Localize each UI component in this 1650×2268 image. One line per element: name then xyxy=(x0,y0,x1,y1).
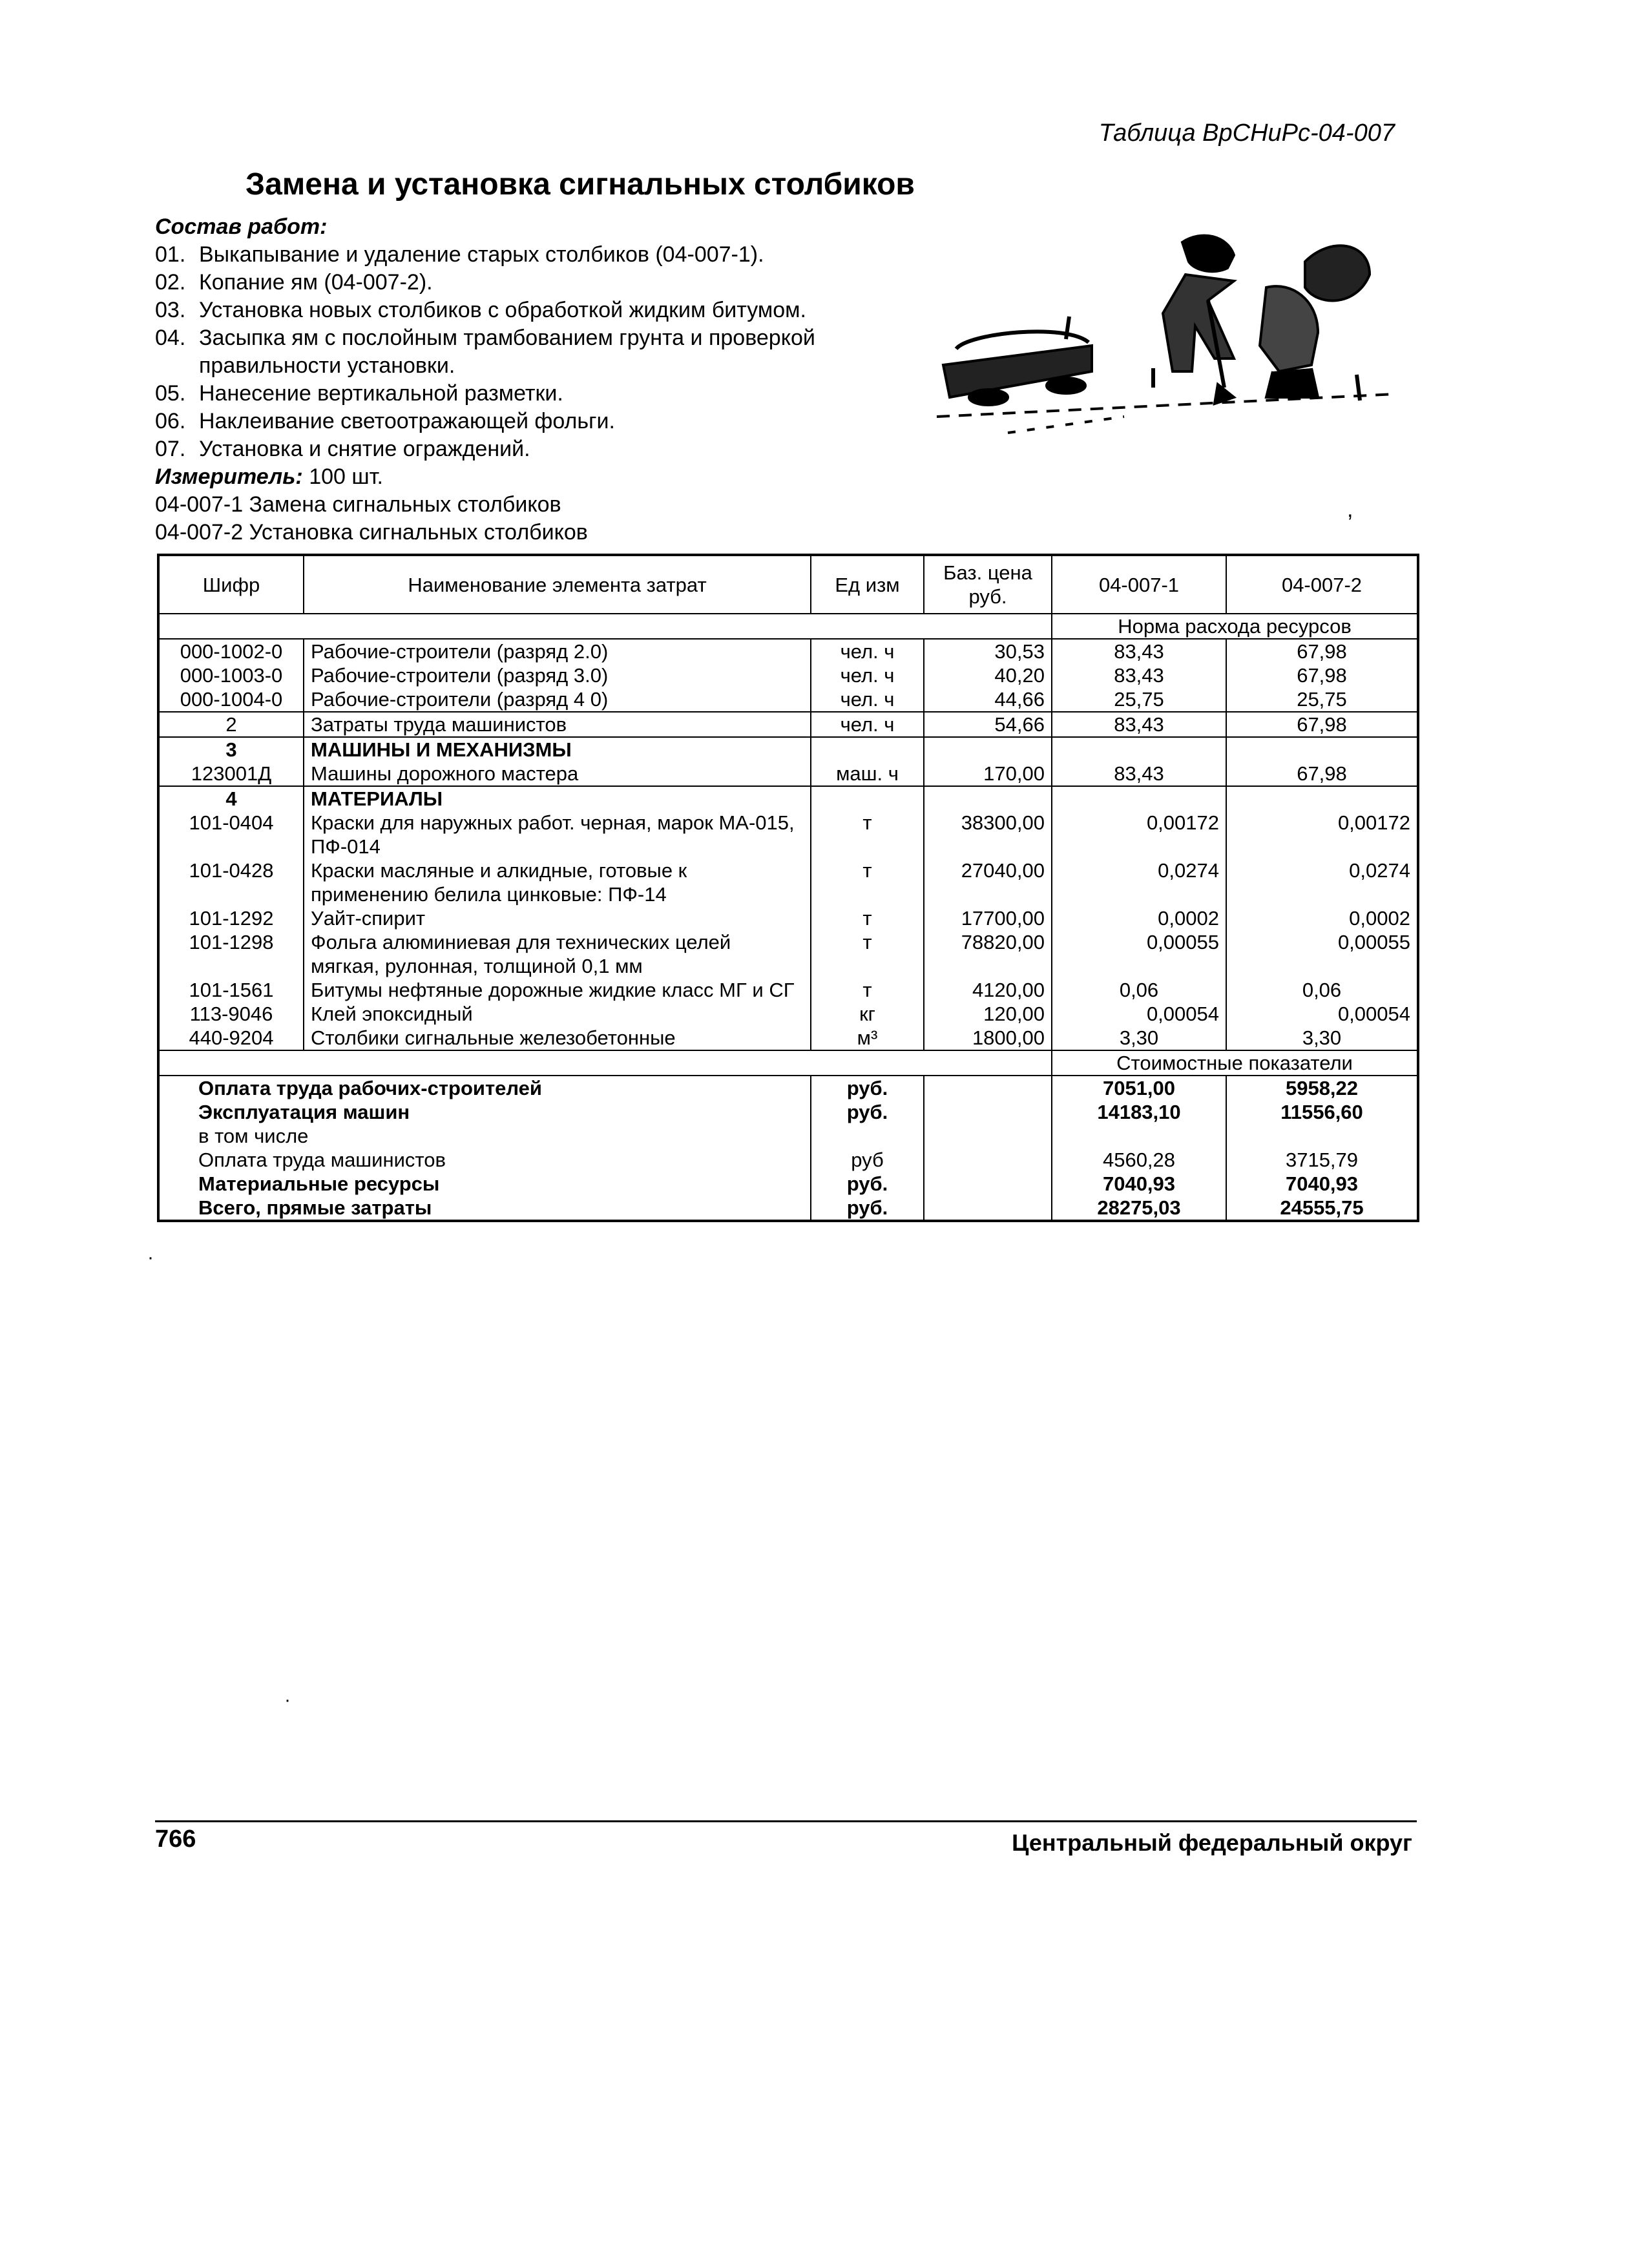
work-composition xyxy=(155,213,943,546)
work-item-list xyxy=(155,241,943,463)
cell-price: 40,20 xyxy=(924,663,1052,687)
header-name: Наименование элемента затрат xyxy=(304,555,811,614)
work-item-text: Наклеивание светоотражающей фольги. xyxy=(199,409,615,433)
cell-code: 101-1561 xyxy=(158,978,304,1002)
cell-name: Рабочие-строители (разряд 3.0) xyxy=(304,663,811,687)
cell-name: Рабочие-строители (разряд 2.0) xyxy=(304,639,811,663)
work-item xyxy=(155,324,943,380)
work-item xyxy=(155,297,943,324)
cost-value-2: 11556,60 xyxy=(1226,1100,1418,1124)
work-item xyxy=(155,435,943,463)
cell-value-2: 3,30 xyxy=(1226,1026,1418,1050)
stray-mark: · xyxy=(284,1689,291,1711)
cell-code: 440-9204 xyxy=(158,1026,304,1050)
cell-value-2: 67,98 xyxy=(1226,762,1418,786)
cell-value-2: 0,06 xyxy=(1226,978,1418,1002)
cell-value-1: 0,0002 xyxy=(1052,906,1226,930)
cost-value-2: 5958,22 xyxy=(1226,1076,1418,1100)
cell-value-1: 0,06 xyxy=(1052,978,1226,1002)
cell-value-1: 83,43 xyxy=(1052,639,1226,663)
composition-label: Состав работ: xyxy=(155,214,328,239)
cost-name: Всего, прямые затраты xyxy=(158,1196,811,1221)
header-col1: 04-007-1 xyxy=(1052,555,1226,614)
cell-value-2: 67,98 xyxy=(1226,712,1418,737)
cell-unit: т xyxy=(811,930,924,978)
cell-price: 78820,00 xyxy=(924,930,1052,978)
road-workers-illustration xyxy=(930,210,1408,442)
cell-value-1: 0,00172 xyxy=(1052,811,1226,858)
cell-value-1: 83,43 xyxy=(1052,663,1226,687)
work-item-number: 03. xyxy=(155,298,186,322)
work-item xyxy=(155,269,943,297)
cell-unit: т xyxy=(811,811,924,858)
cell-unit: чел. ч xyxy=(811,639,924,663)
cell-name: Затраты труда машинистов xyxy=(304,712,811,737)
cell-name: Фольга алюминиевая для технических целей мягкая, рулонная, толщиной 0,1 мм xyxy=(304,930,811,978)
table-row xyxy=(158,762,1418,786)
cost-value-1: 7051,00 xyxy=(1052,1076,1226,1100)
table-row xyxy=(158,906,1418,930)
cell-code: 000-1002-0 xyxy=(158,639,304,663)
cost-row xyxy=(158,1124,1418,1148)
cell-value-1: 3,30 xyxy=(1052,1026,1226,1050)
work-item xyxy=(155,241,943,269)
cell-name: Битумы нефтяные дорожные жидкие класс МГ и СГ xyxy=(304,978,811,1002)
cost-section-row xyxy=(158,1050,1418,1076)
cost-value-1: 28275,03 xyxy=(1052,1196,1226,1221)
cost-unit: руб. xyxy=(811,1076,924,1100)
cell-value-2: 0,00172 xyxy=(1226,811,1418,858)
header-unit: Ед изм xyxy=(811,555,924,614)
work-item-text: Установка новых столбиков с обработкой жидким битумом. xyxy=(199,298,806,322)
cost-unit: руб. xyxy=(811,1100,924,1124)
table-row xyxy=(158,639,1418,663)
cell-unit: чел. ч xyxy=(811,663,924,687)
cost-value-1: 14183,10 xyxy=(1052,1100,1226,1124)
work-item-number: 02. xyxy=(155,270,186,295)
cell-code: 101-1298 xyxy=(158,930,304,978)
cell-price: 54,66 xyxy=(924,712,1052,737)
cell-code: 123001Д xyxy=(158,762,304,786)
header-col2: 04-007-2 xyxy=(1226,555,1418,614)
cell-unit: маш. ч xyxy=(811,762,924,786)
cell-price: 30,53 xyxy=(924,639,1052,663)
work-item-number: 05. xyxy=(155,381,186,406)
code-description: 04-007-2 Установка сигнальных столбиков xyxy=(155,520,588,545)
header-price: Баз. цена руб. xyxy=(924,555,1052,614)
cell-unit: м³ xyxy=(811,1026,924,1050)
cost-value-2: 3715,79 xyxy=(1226,1148,1418,1172)
meter xyxy=(155,463,943,491)
work-item-text: Установка и снятие ограждений. xyxy=(199,437,530,461)
work-item-text: Засыпка ям с послойным трамбованием грунта и проверкой правильности установки. xyxy=(199,326,815,378)
page-number: 766 xyxy=(155,1826,196,1853)
cell-value-2: 67,98 xyxy=(1226,663,1418,687)
work-item-number: 04. xyxy=(155,326,186,350)
cell-unit: т xyxy=(811,906,924,930)
cell-price: 4120,00 xyxy=(924,978,1052,1002)
cell-name: Клей эпоксидный xyxy=(304,1002,811,1026)
table-row xyxy=(158,687,1418,712)
norm-section-row xyxy=(158,614,1418,639)
cost-value-2: 7040,93 xyxy=(1226,1172,1418,1196)
cell-name: Краски для наружных работ. черная, марок МА-015, ПФ-014 xyxy=(304,811,811,858)
work-item-number: 01. xyxy=(155,242,186,267)
cost-name: в том числе xyxy=(158,1124,811,1148)
cell-code: 101-0428 xyxy=(158,858,304,906)
work-item xyxy=(155,408,943,435)
work-item-text: Копание ям (04-007-2). xyxy=(199,270,433,295)
cost-unit xyxy=(811,1124,924,1148)
cell-price: 17700,00 xyxy=(924,906,1052,930)
cost-unit: руб. xyxy=(811,1196,924,1221)
table-row xyxy=(158,1026,1418,1050)
cost-unit: руб xyxy=(811,1148,924,1172)
cell-value-1: 0,00054 xyxy=(1052,1002,1226,1026)
work-item-text: Выкапывание и удаление старых столбиков (04-007-1). xyxy=(199,242,764,267)
cell-code: 2 xyxy=(158,712,304,737)
table-row xyxy=(158,1002,1418,1026)
cell-name: Рабочие-строители (разряд 4 0) xyxy=(304,687,811,712)
cell-price: 27040,00 xyxy=(924,858,1052,906)
table-row xyxy=(158,930,1418,978)
cell-price: 120,00 xyxy=(924,1002,1052,1026)
page-title: Замена и установка сигнальных столбиков xyxy=(245,167,915,202)
cost-row xyxy=(158,1076,1418,1100)
table-row xyxy=(158,858,1418,906)
cost-value-1 xyxy=(1052,1124,1226,1148)
cost-row xyxy=(158,1172,1418,1196)
work-item-number: 07. xyxy=(155,437,186,461)
stray-mark: , xyxy=(1347,497,1353,522)
cost-row xyxy=(158,1196,1418,1221)
cell-unit: т xyxy=(811,858,924,906)
cell-code: 000-1004-0 xyxy=(158,687,304,712)
cell-value-2: 0,0002 xyxy=(1226,906,1418,930)
table-row xyxy=(158,663,1418,687)
cell-code: 101-1292 xyxy=(158,906,304,930)
cell-code: 113-9046 xyxy=(158,1002,304,1026)
cost-name: Материальные ресурсы xyxy=(158,1172,811,1196)
cost-name: Оплата труда машинистов xyxy=(158,1148,811,1172)
section-heading-row xyxy=(158,737,1418,762)
cell-unit: т xyxy=(811,978,924,1002)
cell-value-1: 83,43 xyxy=(1052,712,1226,737)
cell-name: Столбики сигнальные железобетонные xyxy=(304,1026,811,1050)
cost-name: Оплата труда рабочих-строителей xyxy=(158,1076,811,1100)
cell-price: 44,66 xyxy=(924,687,1052,712)
section-title: МАТЕРИАЛЫ xyxy=(304,786,811,811)
cell-unit: чел. ч xyxy=(811,687,924,712)
cell-name: Краски масляные и алкидные, готовые к применению белила цинковые: ПФ-14 xyxy=(304,858,811,906)
cost-value-1: 4560,28 xyxy=(1052,1148,1226,1172)
region-label: Центральный федеральный округ xyxy=(1012,1829,1412,1856)
cell-name: Машины дорожного мастера xyxy=(304,762,811,786)
cell-price: 1800,00 xyxy=(924,1026,1052,1050)
cost-label: Стоимостные показатели xyxy=(1052,1050,1418,1076)
footer-divider xyxy=(155,1820,1417,1822)
cost-row xyxy=(158,1148,1418,1172)
meter-value: 100 шт. xyxy=(309,464,383,489)
cell-name: Уайт-спирит xyxy=(304,906,811,930)
cell-code: 101-0404 xyxy=(158,811,304,858)
cell-value-1: 83,43 xyxy=(1052,762,1226,786)
cell-unit: кг xyxy=(811,1002,924,1026)
cell-value-2: 67,98 xyxy=(1226,639,1418,663)
cost-value-2: 24555,75 xyxy=(1226,1196,1418,1221)
stray-mark: · xyxy=(147,1247,154,1268)
cell-code: 3 xyxy=(158,737,304,762)
table-row xyxy=(158,712,1418,737)
cell-value-2: 25,75 xyxy=(1226,687,1418,712)
cost-value-2 xyxy=(1226,1124,1418,1148)
cell-code: 000-1003-0 xyxy=(158,663,304,687)
section-title: МАШИНЫ И МЕХАНИЗМЫ xyxy=(304,737,811,762)
section-heading-row xyxy=(158,786,1418,811)
cell-value-1: 0,00055 xyxy=(1052,930,1226,978)
table-reference: Таблица ВрСНиРс-04-007 xyxy=(1098,120,1395,147)
cost-row xyxy=(158,1100,1418,1124)
cost-value-1: 7040,93 xyxy=(1052,1172,1226,1196)
table-header-row xyxy=(158,555,1418,614)
code-description: 04-007-1 Замена сигнальных столбиков xyxy=(155,492,561,517)
cell-price: 170,00 xyxy=(924,762,1052,786)
cell-value-2: 0,0274 xyxy=(1226,858,1418,906)
cell-value-2: 0,00054 xyxy=(1226,1002,1418,1026)
cell-value-2: 0,00055 xyxy=(1226,930,1418,978)
cell-price: 38300,00 xyxy=(924,811,1052,858)
cell-unit: чел. ч xyxy=(811,712,924,737)
cost-name: Эксплуатация машин xyxy=(158,1100,811,1124)
header-code: Шифр xyxy=(158,555,304,614)
table-row xyxy=(158,978,1418,1002)
cell-code: 4 xyxy=(158,786,304,811)
work-item-text: Нанесение вертикальной разметки. xyxy=(199,381,563,406)
work-item xyxy=(155,380,943,408)
cell-value-1: 25,75 xyxy=(1052,687,1226,712)
resource-norm-table xyxy=(157,554,1419,1222)
table-row xyxy=(158,811,1418,858)
norm-label: Норма расхода ресурсов xyxy=(1052,614,1418,639)
cost-unit: руб. xyxy=(811,1172,924,1196)
cell-value-1: 0,0274 xyxy=(1052,858,1226,906)
work-item-number: 06. xyxy=(155,409,186,433)
meter-label: Измеритель: xyxy=(155,464,303,489)
